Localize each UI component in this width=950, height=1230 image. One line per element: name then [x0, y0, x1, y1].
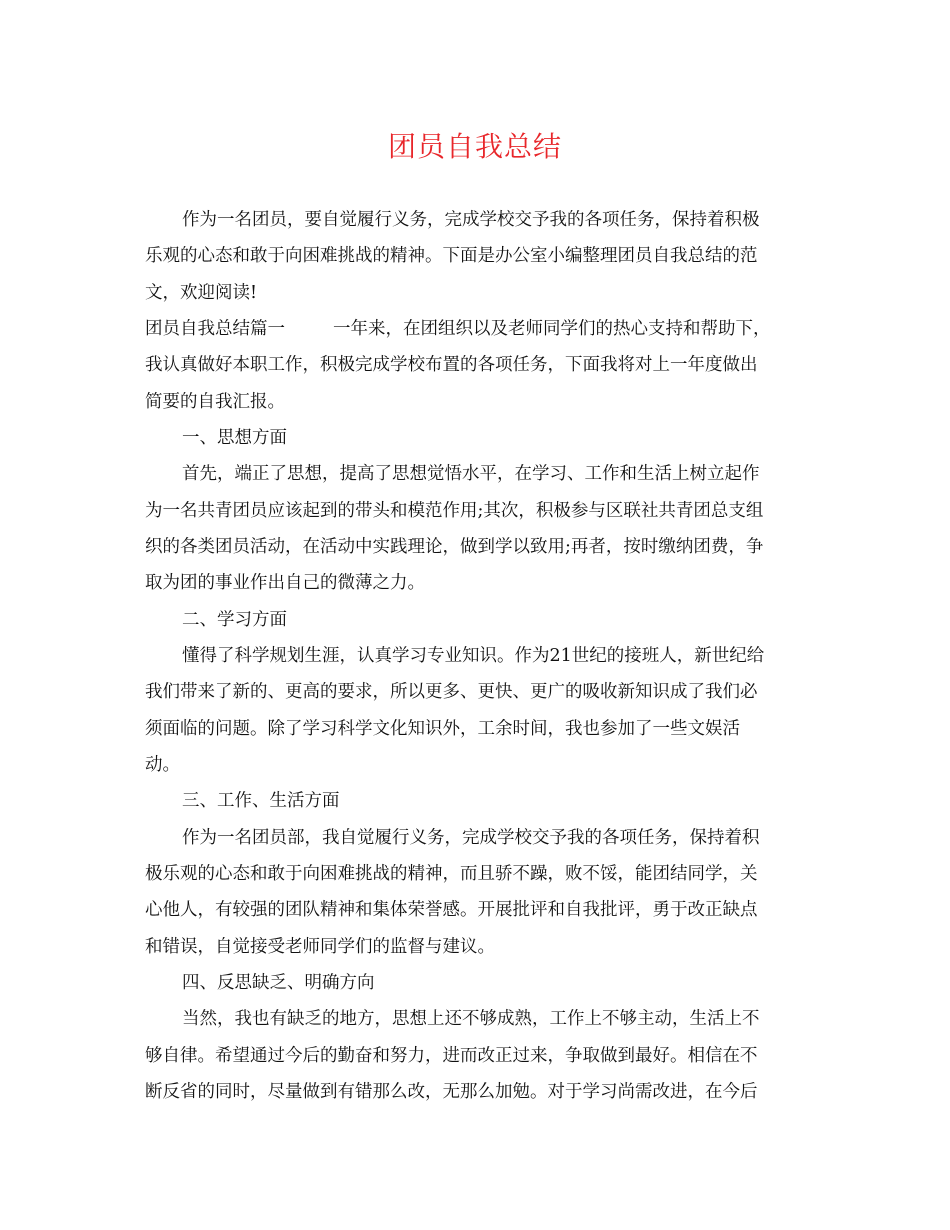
paragraph-line: 取为团的事业作出自己的微薄之力。 [145, 573, 425, 593]
paragraph-line: 我认真做好本职工作，积极完成学校布置的各项任务，下面我将对上一年度做出 [145, 355, 758, 375]
paragraph-line: 够自律。希望通过今后的勤奋和努力，进而改正过来，争取做到最好。相信在不 [145, 1046, 758, 1066]
paragraph-line: 当然，我也有缺乏的地方，思想上还不够成熟，工作上不够主动，生活上不 [182, 1009, 760, 1029]
paragraph-line: 织的各类团员活动，在活动中实践理论，做到学以致用;再者，按时缴纳团费，争 [145, 537, 764, 557]
document-title: 团员自我总结 [387, 130, 562, 163]
paragraph-line: 须面临的问题。除了学习科学文化知识外，工余时间，我也参加了一些文娱活 [145, 719, 740, 739]
paragraph-line: 作为一名团员部，我自觉履行义务，完成学校交予我的各项任务，保持着积 [182, 828, 760, 848]
chapter-heading: 团员自我总结篇一 [145, 319, 285, 339]
paragraph-line: 断反省的同时，尽量做到有错那么改，无那么加勉。对于学习尚需改进，在今后 [145, 1082, 758, 1102]
paragraph-line: 一年来，在团组织以及老师同学们的热心支持和帮助下， [333, 319, 771, 339]
chapter-heading-line [145, 316, 771, 342]
paragraph-line: 为一名共青团员应该起到的带头和模范作用;其次，积极参与区联社共青团总支组 [145, 501, 764, 521]
paragraph-line: 极乐观的心态和敢于向困难挑战的精神，而且骄不躁，败不馁，能团结同学，关 [145, 864, 758, 884]
paragraph-line: 懂得了科学规划生涯，认真学习专业知识。作为21世纪的接班人，新世纪给 [182, 646, 765, 666]
paragraph-line: 动。 [145, 755, 180, 775]
paragraph-line: 和错误，自觉接受老师同学们的监督与建议。 [145, 937, 495, 957]
paragraph-line: 文，欢迎阅读! [145, 283, 258, 303]
section-heading: 二、学习方面 [182, 610, 287, 630]
paragraph-line: 我们带来了新的、更高的要求，所以更多、更快、更广的吸收新知识成了我们必 [145, 682, 758, 702]
paragraph-line: 乐观的心态和敢于向困难挑战的精神。下面是办公室小编整理团员自我总结的范 [145, 246, 758, 266]
section-heading: 三、工作、生活方面 [182, 791, 340, 811]
paragraph-line: 简要的自我汇报。 [145, 392, 285, 412]
section-heading: 四、反思缺乏、明确方向 [182, 973, 375, 993]
paragraph-line: 作为一名团员，要自觉履行义务，完成学校交予我的各项任务，保持着积极 [182, 210, 760, 230]
paragraph-line: 心他人，有较强的团队精神和集体荣誉感。开展批评和自我批评，勇于改正缺点 [145, 900, 758, 920]
section-heading: 一、思想方面 [182, 428, 287, 448]
paragraph-line: 首先，端正了思想，提高了思想觉悟水平，在学习、工作和生活上树立起作 [182, 464, 760, 484]
